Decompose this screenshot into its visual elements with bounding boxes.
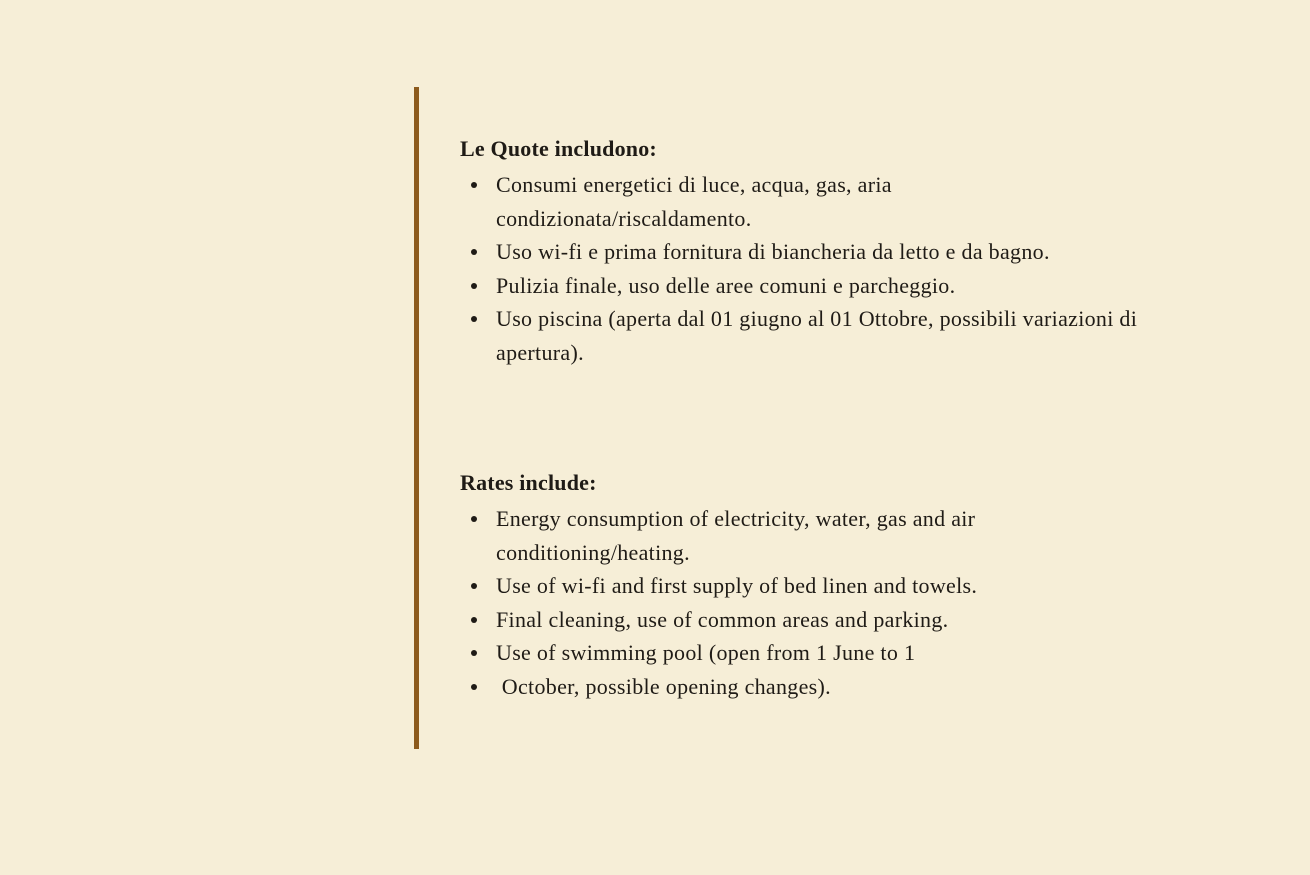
list-item: Uso wi-fi e prima fornitura di biancheria da letto e da bagno. (460, 235, 1240, 269)
italian-heading: Le Quote includono: (460, 136, 657, 161)
list-item: October, possible opening changes). (460, 670, 1240, 704)
italian-list (460, 168, 1240, 369)
vertical-divider (414, 87, 419, 749)
english-section (460, 468, 1240, 703)
list-item: Use of wi-fi and first supply of bed linen and towels. (460, 569, 1240, 603)
english-heading: Rates include: (460, 470, 597, 495)
list-item: Pulizia finale, uso delle aree comuni e parcheggio. (460, 269, 1240, 303)
list-item: Energy consumption of electricity, water, gas and air conditioning/heating. (460, 502, 1136, 569)
list-item: Uso piscina (aperta dal 01 giugno al 01 Ottobre, possibili variazioni di apertura). (460, 302, 1186, 369)
italian-section (460, 134, 1240, 369)
english-list (460, 502, 1240, 703)
list-item: Use of swimming pool (open from 1 June to 1 (460, 636, 1240, 670)
list-item: Final cleaning, use of common areas and parking. (460, 603, 1240, 637)
list-item: Consumi energetici di luce, acqua, gas, aria condizionata/riscaldamento. (460, 168, 1016, 235)
